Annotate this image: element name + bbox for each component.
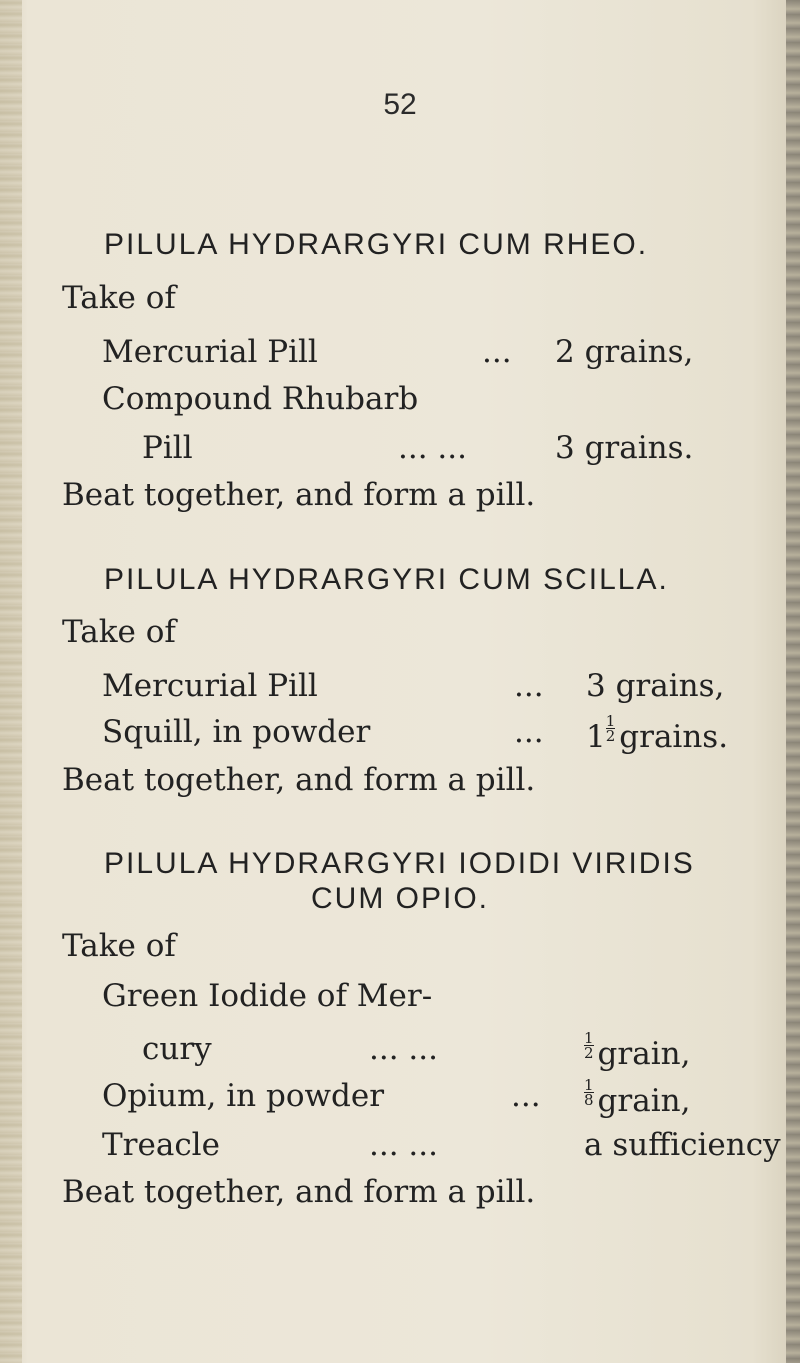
ingredient-quantity: 3 grains. — [555, 430, 694, 466]
ingredient-name: Green Iodide of Mer- — [102, 978, 433, 1014]
recipe-intro: Take of — [62, 928, 176, 964]
quantity-fraction — [584, 1078, 594, 1107]
recipe-directions: Beat together, and form a pill. — [62, 1174, 536, 1210]
fraction-numerator: 1 — [584, 1029, 594, 1047]
page-right-edge — [786, 0, 800, 1363]
ingredient-name: Treacle — [102, 1127, 220, 1163]
recipe-heading: PILULA HYDRARGYRI CUM RHEO. — [104, 228, 649, 261]
fraction-numerator: 1 — [605, 712, 616, 730]
quantity-unit: grain, — [597, 1036, 691, 1072]
leader-dots: ... ... — [369, 1031, 438, 1067]
leader-dots: ... — [514, 714, 544, 750]
ingredient-quantity: a sufficiency — [584, 1127, 781, 1163]
quantity-unit: grains. — [619, 719, 729, 755]
ingredient-name: Compound Rhubarb — [102, 381, 419, 417]
fraction-numerator: 1 — [584, 1076, 594, 1094]
quantity-fraction — [584, 1031, 594, 1060]
fraction-denominator: 2 — [584, 1044, 594, 1062]
recipe-directions: Beat together, and form a pill. — [62, 477, 536, 513]
ingredient-name: Mercurial Pill — [102, 668, 318, 704]
ingredient-quantity — [584, 1078, 690, 1119]
ingredient-name: Opium, in powder — [102, 1078, 385, 1114]
leader-dots: ... — [514, 668, 544, 704]
leader-dots: ... ... — [398, 430, 467, 466]
ingredient-quantity: 3 grains, — [586, 668, 725, 704]
page-left-edge — [0, 0, 22, 1363]
ingredient-quantity — [586, 714, 728, 755]
ingredient-name: Squill, in powder — [102, 714, 371, 750]
ingredient-quantity: 2 grains, — [555, 334, 694, 370]
recipe-heading: PILULA HYDRARGYRI IODIDI VIRIDIS — [104, 847, 695, 880]
ingredient-name: Pill — [142, 430, 193, 466]
quantity-fraction — [606, 714, 616, 743]
leader-dots: ... ... — [369, 1127, 438, 1163]
quantity-whole: 1 — [586, 719, 606, 755]
ingredient-quantity — [584, 1031, 690, 1072]
recipe-intro: Take of — [62, 280, 176, 316]
recipe-heading-continued: CUM OPIO. — [310, 882, 489, 915]
ingredient-name: Mercurial Pill — [102, 334, 318, 370]
fraction-denominator: 2 — [605, 727, 616, 745]
leader-dots: ... — [482, 334, 512, 370]
page-number: 52 — [383, 88, 417, 121]
recipe-heading: PILULA HYDRARGYRI CUM SCILLA. — [104, 563, 669, 596]
leader-dots: ... — [511, 1078, 541, 1114]
ingredient-name: cury — [142, 1031, 212, 1067]
recipe-intro: Take of — [62, 614, 176, 650]
recipe-directions: Beat together, and form a pill. — [62, 762, 536, 798]
fraction-denominator: 8 — [584, 1091, 594, 1109]
quantity-unit: grain, — [597, 1083, 691, 1119]
